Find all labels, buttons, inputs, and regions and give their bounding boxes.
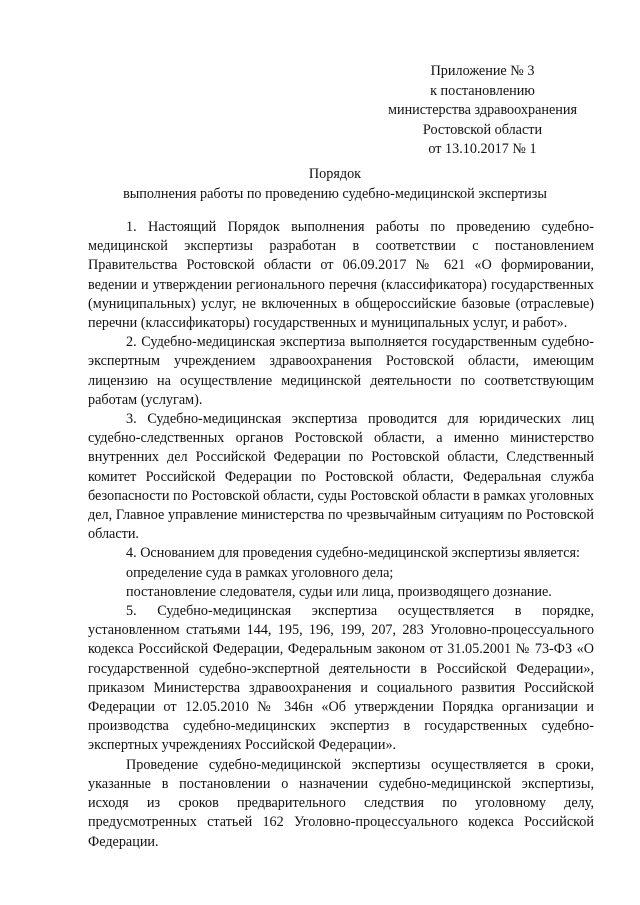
paragraph-5: 5. Судебно-медицинская экспертиза осуществляется в порядке, установленном статьями 144, 195, 196, 199, 207, 283 Уголовно-процессуального кодекса Российской Федерации, Федеральным законом от 31.05.2001 № 73-ФЗ «О государственной судебно-экспертной деятельности в Российской Федерации», приказом Министерства здравоохранения и социального развития Российской Федерации от 12.05.2010 № 346н «Об утверждении Порядка организации и производства судебно-медицинских экспертиз в государственных судебно-экспертных учреждениях Российской Федерации». xyxy=(88,603,594,754)
title-subtitle: выполнения работы по проведению судебно-медицинской экспертизы xyxy=(123,186,547,202)
document-body xyxy=(88,218,594,852)
document-title xyxy=(80,164,590,204)
list-item-investigator-resolution: постановление следователя, судьи или лица, производящего дознание. xyxy=(126,583,552,600)
list-item-court-ruling: определение суда в рамках уголовного дела; xyxy=(126,564,394,581)
annex-date: от 13.10.2017 № 1 xyxy=(428,141,537,157)
paragraph-3: 3. Судебно-медицинская экспертиза проводится для юридических лиц судебно-следственных органов Ростовской области, а именно министерство внутренних дел Российской Федерации по Ростовской области, Следственный комитет Российской Федерации по Ростовской области, Федеральная служба безопасности по Ростовской области, суды Ростовской области в рамках уголовных дел, Главное управление министерства по чрезвычайным ситуациям по Ростовской области. xyxy=(88,411,594,543)
paragraph-1: 1. Настоящий Порядок выполнения работы по проведению судебно-медицинской экспертизы разработан в соответствии с постановлением Правительства Ростовской области от 06.09.2017 № 621 «О формировании, ведении и утверждении регионального перечня (классификатора) государственных (муниципальных) услуг, не включенных в общероссийские базовые (отраслевые) перечни (классификаторы) государственных и муниципальных услуг, и работ». xyxy=(88,219,594,332)
annex-header xyxy=(370,62,595,160)
annex-ministry: министерства здравоохранения xyxy=(388,102,577,118)
annex-number: Приложение № 3 xyxy=(430,63,535,79)
annex-reference: к постановлению xyxy=(430,82,535,99)
paragraph-4: 4. Основанием для проведения судебно-медицинской экспертизы является: xyxy=(126,545,580,562)
paragraph-2: 2. Судебно-медицинская экспертиза выполняется государственным судебно-экспертным учреждением здравоохранения Ростовской области, имеющим лицензию на осуществление медицинской деятельности по соответствующим работам (услугам). xyxy=(88,334,594,408)
title-main: Порядок xyxy=(308,166,362,182)
annex-region: Ростовской области xyxy=(422,121,543,138)
paragraph-6: Проведение судебно-медицинской экспертизы осуществляется в сроки, указанные в постановлении о назначении судебно-медицинской экспертизы, исходя из сроков предварительного следствия по уголовному делу, предусмотренных статьей 162 Уголовно-процессуального кодекса Российской Федерации. xyxy=(88,756,594,850)
